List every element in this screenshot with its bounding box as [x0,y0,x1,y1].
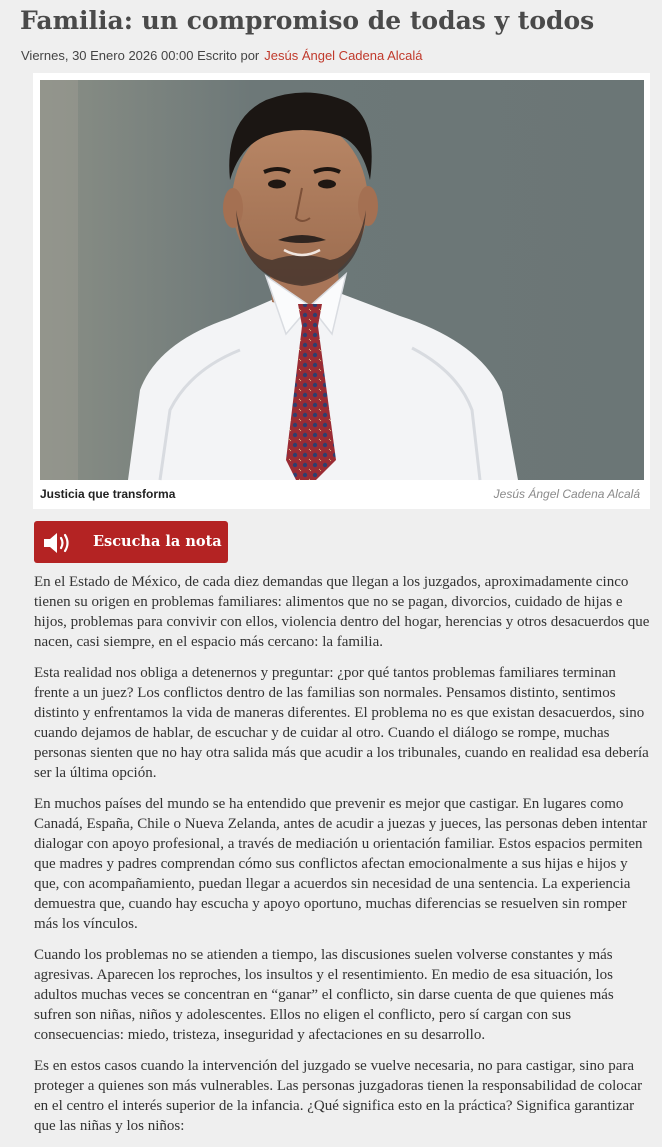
article-body [34,572,650,1147]
speaker-icon [42,531,74,555]
article-paragraph: En el Estado de México, de cada diez demandas que llegan a los juzgados, aproximadamente cinco tienen su origen en problemas familiares: alimentos que no se pagan, divorcios, cuidado de hijas e hijos, problemas para convivir con ellos, violencia dentro del hogar, herencias y otros desacuerdos que nacen, casi siempre, en el espacio más cercano: la familia. [34,574,650,650]
article-paragraph: Esta realidad nos obliga a detenernos y preguntar: ¿por qué tantos problemas familiares terminan frente a un juez? Los conflictos dentro de las familias son normales. Pensamos distinto, sentimos distinto y enfrentamos la vida de maneras diferentes. El problema no es que existan desacuerdos, sino cuando dejamos de hablar, de escuchar y de cuidar al otro. Cuando el diálogo se rompe, muchas personas sienten que no hay otra salida más que acudir a los tribunales, cuando en realidad esa debería ser la última opción. [34,665,649,781]
image-caption: Justicia que transforma [40,487,176,501]
listen-button[interactable] [34,521,228,563]
listen-button-label: Escucha la nota [93,533,222,550]
author-photo [40,80,644,480]
article-title: Familia: un compromiso de todas y todos [20,6,595,35]
image-credit: Jesús Ángel Cadena Alcalá [493,487,640,501]
image-caption-bar [40,485,644,503]
author-link[interactable]: Jesús Ángel Cadena Alcalá [264,48,423,63]
article-paragraph: En muchos países del mundo se ha entendido que prevenir es mejor que castigar. En lugares como Canadá, España, Chile o Nueva Zelanda, antes de acudir a juezas y jueces, las personas deben intentar dialogar con apoyo profesional, a través de mediación u orientación familiar. Estos espacios permiten que madres y padres comprendan cómo sus conflictos afectan emocionalmente a sus hijas e hijos y que, con acompañamiento, puedan llegar a acuerdos sin necesidad de una sentencia. La experiencia demuestra que, cuando hay escucha y apoyo oportuno, muchas diferencias se resuelven sin romper más los vínculos. [34,796,648,932]
article-meta [21,47,423,65]
publish-date-and-byline: Viernes, 30 Enero 2026 00:00 Escrito por [21,48,260,63]
article-paragraph: Cuando los problemas no se atienden a tiempo, las discusiones suelen volverse constantes y más agresivas. Aparecen los reproches, los insultos y el resentimiento. En medio de esa situación, los adultos muchas veces se concentran en “ganar” el conflicto, sin darse cuenta de que quienes más sufren son niñas, niños y adolescentes. Ellos no eligen el conflicto, pero sí cargan con sus consecuencias: miedo, tristeza, inseguridad y afectaciones en su desarrollo. [34,947,614,1043]
article-figure [33,73,650,509]
article-paragraph: Es en estos casos cuando la intervención del juzgado se vuelve necesaria, no para castigar, sino para proteger a quienes son más vulnerables. Las personas juzgadoras tienen la responsabilidad de colocar en el centro el interés superior de la infancia. ¿Qué significa esto en la práctica? Significa garantizar que las niñas y los niños: [34,1058,643,1134]
